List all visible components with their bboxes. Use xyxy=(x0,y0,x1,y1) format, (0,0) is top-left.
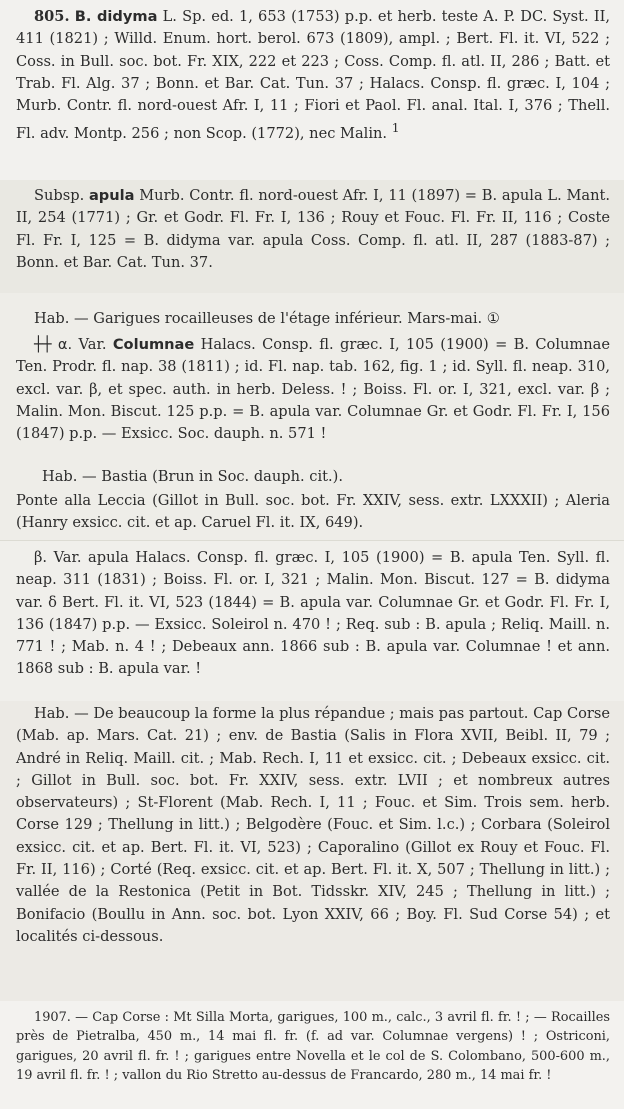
subspecies-name: apula xyxy=(88,187,135,204)
record-1907-text: 1907. — Cap Corse : Mt Silla Morta, garigues, 100 m., calc., 3 avril fl. fr. ! ; — Rocailles près de Pietralba, 450 m., 14 mai fl. fr. (f. ad var. Columnae vergens) ! ; Ostriconi, garigues, 20 avril fl. fr. ! ; garigues entre Novella et le col de S. Colombano, 500-600 m., 19 avril fl. fr. ! ; vallon du Rio Stretto au-dessus de Francardo, 280 m., 14 mai fr. ! xyxy=(16,1010,610,1084)
var-columnae-localities: Ponte alla Leccia (Gillot in Bull. soc. bot. Fr. XXIV, sess. extr. LXXXII) ; Aleria (Hanry exsicc. cit. et ap. Caruel Fl. it. IX, 649). xyxy=(16,492,610,532)
var-columnae-marks: ┼┼ α. xyxy=(34,336,73,353)
var-columnae-habitat xyxy=(16,466,610,488)
var-apula-habitat xyxy=(16,703,610,948)
general-habitat-text: Hab. — Garigues rocailleuses de l'étage inférieur. Mars-mai. xyxy=(34,310,483,327)
entry-number: 805. xyxy=(34,8,70,25)
var-apula-text: β. Var. apula Halacs. Consp. fl. græc. I, 105 (1900) = B. apula Ten. Syll. fl. neap. 311 (1831) ; Boiss. Fl. or. I, 321 ; Malin. Mon. Biscut. 127 = B. didyma var. δ Bert. Fl. it. VI, 523 (1844) = B. apula var. Columnae Gr. et Godr. Fl. Fr. I, 136 (1847) p.p. — Exsicc. Soleirol n. 470 ! ; Req. sub : B. apula ; Reliq. Maill. n. 771 ! ; Mab. n. 4 ! ; Debeaux ann. 1866 sub : B. apula var. Columnae ! et ann. 1868 sub : B. apula var. ! xyxy=(16,549,610,678)
general-habitat xyxy=(16,308,610,330)
var-columnae-paragraph xyxy=(16,334,610,445)
subspecies-label: Subsp. xyxy=(34,187,89,204)
var-columnae-label: Var. xyxy=(72,336,113,353)
species-references: L. Sp. ed. 1, 653 (1753) p.p. et herb. teste A. P. DC. Syst. II, 411 (1821) ; Willd. Enum. hort. berol. 673 (1809), ampl. ; Bert. Fl. it. VI, 522 ; Coss. in Bull. soc. bot. Fr. XIX, 222 et 223 ; Coss. Comp. fl. atl. II, 286 ; Batt. et Trab. Fl. Alg. 37 ; Bonn. et Bar. Cat. Tun. 37 ; Halacs. Consp. fl. græc. I, 104 ; Murb. Contr. fl. nord-ouest Afr. I, 11 ; Fiori et Paol. Fl. anal. Ital. I, 376 ; Thell. Fl. adv. Montp. 256 ; non Scop. (1772), nec Malin. xyxy=(16,8,610,143)
subspecies-references: Murb. Contr. fl. nord-ouest Afr. I, 11 (1897) = B. apula L. Mant. II, 254 (1771) ; Gr. et Godr. Fl. Fr. I, 136 ; Rouy et Fouc. Fl. Fr. II, 116 ; Coste Fl. Fr. I, 125 = B. didyma var. apula Coss. Comp. fl. atl. II, 287 (1883-87) ; Bonn. et Bar. Cat. Tun. 37. xyxy=(16,187,610,271)
var-columnae-name: Columnae xyxy=(112,336,195,353)
species-name: B. didyma xyxy=(74,8,158,25)
var-columnae-references: Halacs. Consp. fl. græc. I, 105 (1900) = B. Columnae Ten. Prodr. fl. nap. 38 (1811) ; id. Fl. nap. tab. 162, fig. 1 ; id. Syll. fl. neap. 310, excl. var. β, et spec. auth. in herb. Deless. ! ; Boiss. Fl. or. I, 321, excl. var. β ; Malin. Mon. Biscut. 125 p.p. = B. apula var. Columnae Gr. et Godr. Fl. Fr. I, 156 (1847) p.p. — Exsicc. Soc. dauph. n. 571 ! xyxy=(16,336,610,443)
species-entry-paragraph xyxy=(16,6,610,146)
var-columnae-habitat-text: Hab. — Bastia (Brun in Soc. dauph. cit.). xyxy=(42,468,343,485)
footnote-mark: 1 xyxy=(391,121,400,136)
perennial-symbol: ① xyxy=(486,310,500,327)
subspecies-paragraph xyxy=(16,185,610,274)
record-1907 xyxy=(16,1008,610,1086)
var-apula-habitat-text: Hab. — De beaucoup la forme la plus répandue ; mais pas partout. Cap Corse (Mab. ap. Mars. Cat. 21) ; env. de Bastia (Salis in Flora XVII, Beibl. II, 79 ; André in Reliq. Maill. cit. ; Mab. Rech. I, 11 et exsicc. cit. ; Debeaux exsicc. cit. ; Gillot in Bull. soc. bot. Fr. XXIV, sess. extr. LVII ; et nombreux autres observateurs) ; St-Florent (Mab. Rech. I, 11 ; Fouc. et Sim. Trois sem. herb. Corse 129 ; Thellung in litt.) ; Belgodère (Fouc. et Sim. l.c.) ; Corbara (Soleirol exsicc. cit. et ap. Bert. Fl. it. VI, 523) ; Caporalino (Gillot ex Rouy et Fouc. Fl. Fr. II, 116) ; Corté (Req. exsicc. cit. et ap. Bert. Fl. it. X, 507 ; Thellung in litt.) ; vallée de la Restonica (Petit in Bot. Tidsskr. XIV, 245 ; Thellung in litt.) ; Bonifacio (Boullu in Ann. soc. bot. Lyon XXIV, 66 ; Boy. Fl. Sud Corse 54) ; et localités ci-dessous. xyxy=(16,705,610,945)
var-apula-paragraph xyxy=(16,547,610,681)
